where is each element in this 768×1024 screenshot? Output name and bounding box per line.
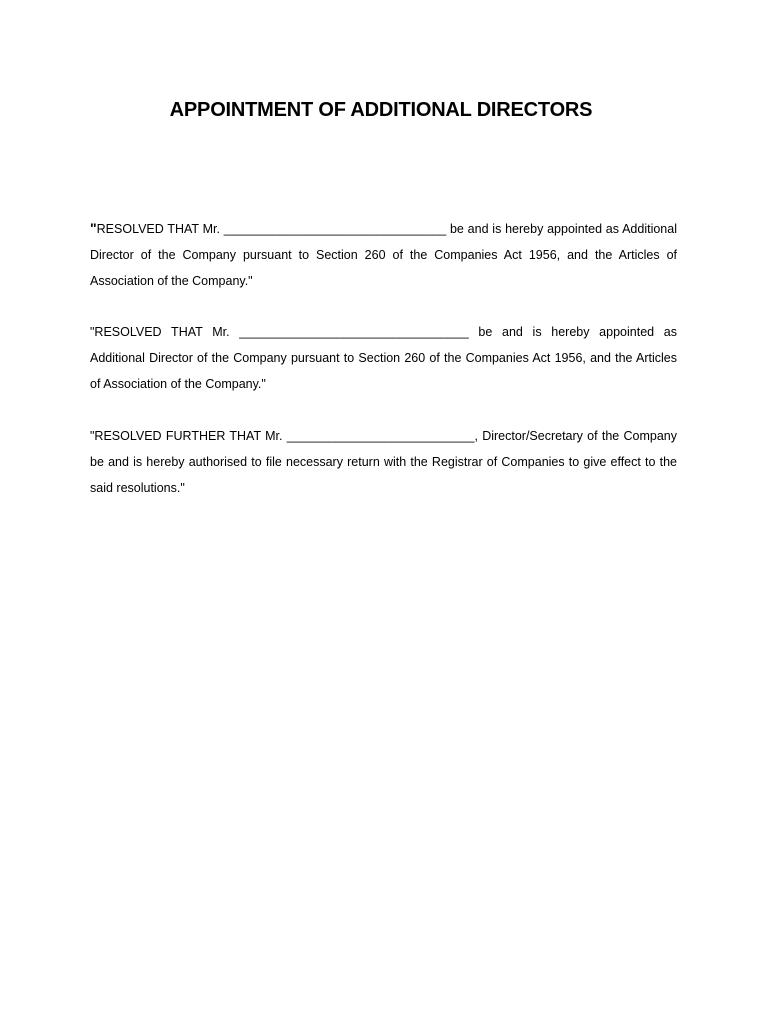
resolution-text-1: RESOLVED THAT Mr. ________________________________ be and is hereby appointed as Additional Director of the Company pursuant to Section 260 of the Companies Act 1956, and the Articles of Association of the Company." — [90, 222, 677, 288]
resolution-paragraph-1 — [90, 215, 677, 294]
opening-quote-mark: " — [90, 220, 97, 236]
resolution-paragraph-3: "RESOLVED FURTHER THAT Mr. ___________________________, Director/Secretary of the Company be and is hereby authorised to file necessary return with the Registrar of Companies to give effect to the said resolutions." — [90, 429, 677, 495]
document-title: APPOINTMENT OF ADDITIONAL DIRECTORS — [169, 99, 593, 121]
resolution-paragraph-2: "RESOLVED THAT Mr. _________________________________ be and is hereby appointed as Additional Director of the Company pursuant to Section 260 of the Companies Act 1956, and the Articles of Association of the Company." — [90, 325, 677, 391]
